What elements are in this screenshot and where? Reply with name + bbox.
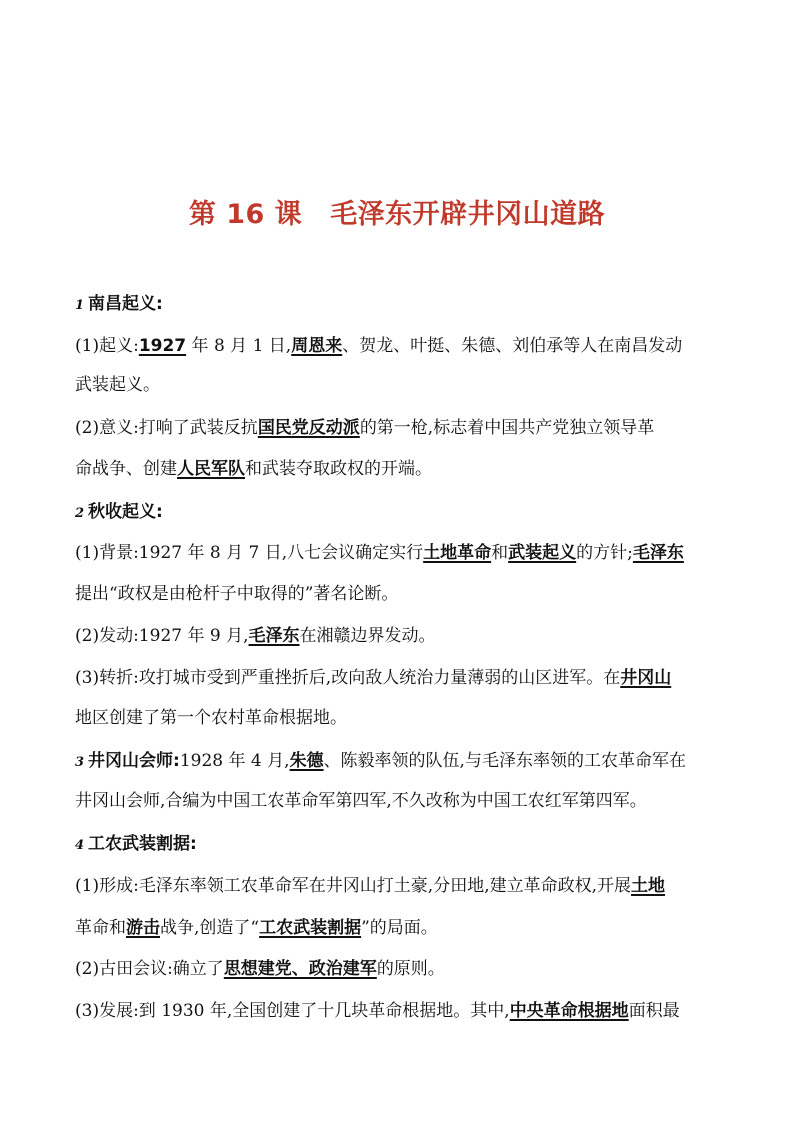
body-text: 提出“政权是由枪杆子中取得的”著名论断。: [75, 584, 399, 604]
text-line: [75, 541, 725, 565]
body-text: 地区创建了第一个农村革命根据地。: [75, 708, 347, 728]
body-text: 命战争、创建: [75, 459, 177, 479]
key-term: 毛泽东: [632, 543, 684, 563]
body-text: (2)古田会议:确立了: [75, 959, 224, 979]
body-text: (3)发展:到 1930 年,全国创建了十几块革命根据地。其中,: [75, 1001, 510, 1021]
body-text: (2)发动:1927 年 9 月,: [75, 626, 249, 646]
text-line: [75, 334, 725, 358]
key-term: 1927: [138, 336, 187, 356]
section-number: 1: [75, 298, 85, 313]
body-text: 的原则。: [376, 959, 445, 979]
body-text: 面积最: [628, 1001, 680, 1021]
text-line: [75, 789, 725, 813]
section-number: 4: [75, 838, 85, 853]
lesson-number: 第 16 课: [188, 199, 303, 230]
body-text: 在湘赣边界发动。: [299, 626, 436, 646]
text-line: [75, 832, 725, 858]
key-term: 朱德: [289, 751, 324, 771]
body-text: 和: [491, 543, 509, 563]
body-text: 的方针;: [576, 543, 633, 563]
key-term: 井冈山: [620, 668, 672, 688]
section-heading: 井冈山会师:: [88, 751, 180, 771]
lesson-title: 毛泽东开辟井冈山道路: [330, 199, 606, 230]
section-heading: 秋收起义:: [88, 502, 163, 522]
key-term: 思想建党、政治建军: [223, 959, 377, 979]
body-text: 和武装夺取政权的开端。: [245, 459, 432, 479]
text-line: [75, 457, 725, 481]
body-text: 井冈山会师,合编为中国工农革命军第四军,不久改称为中国工农红军第四军。: [75, 791, 647, 811]
key-term: 周恩来: [291, 336, 343, 356]
section-heading: 工农武装割据:: [88, 834, 197, 854]
section-heading: 南昌起义:: [88, 294, 163, 314]
body-text: 战争,创造了“: [160, 918, 260, 938]
body-text: (3)转折:攻打城市受到严重挫折后,改向敌人统治力量薄弱的山区进军。在: [75, 668, 621, 688]
body-text: (1)形成:毛泽东率领工农革命军在井冈山打土豪,分田地,建立革命政权,开展: [75, 876, 632, 896]
body-text: 1928 年 4 月,: [179, 751, 290, 771]
body-text: 的第一枪,标志着中国共产党独立领导革: [359, 418, 655, 438]
body-text: 、陈毅率领的队伍,与毛泽东率领的工农革命军在: [323, 751, 686, 771]
key-term: 工农武装割据: [259, 918, 362, 938]
text-line: [75, 292, 725, 318]
body-text: (1)起义:: [75, 336, 139, 356]
text-line: [75, 957, 725, 981]
body-text: (1)背景:1927 年 8 月 7 日,八七会议确定实行: [75, 543, 424, 563]
body-text: 武装起义。: [75, 375, 160, 395]
text-line: [75, 416, 725, 440]
text-line: [75, 582, 725, 606]
key-term: 土地革命: [423, 543, 492, 563]
text-line: [75, 373, 725, 397]
key-term: 毛泽东: [248, 626, 300, 646]
text-line: [75, 706, 725, 730]
body-text: 、贺龙、叶挺、朱德、刘伯承等人在南昌发动: [342, 336, 683, 356]
text-line: [75, 624, 725, 648]
page-title: [0, 192, 794, 231]
text-line: [75, 666, 725, 690]
key-term: 游击: [126, 918, 160, 938]
body-text: 年 8 月 1 日,: [186, 336, 292, 356]
key-term: 武装起义: [508, 543, 577, 563]
key-term: 土地: [631, 876, 666, 896]
key-term: 国民党反动派: [257, 418, 360, 438]
body-text: (2)意义:打响了武装反抗: [75, 418, 258, 438]
text-line: [75, 500, 725, 526]
text-line: [75, 999, 725, 1023]
text-line: [75, 916, 725, 940]
text-line: [75, 749, 725, 775]
key-term: 中央革命根据地: [509, 1001, 629, 1021]
body-text: ”的局面。: [361, 918, 438, 938]
body-text: 革命和: [75, 918, 126, 938]
section-number: 2: [75, 506, 85, 521]
key-term: 人民军队: [177, 459, 245, 479]
section-number: 3: [75, 755, 85, 770]
text-line: [75, 874, 725, 898]
